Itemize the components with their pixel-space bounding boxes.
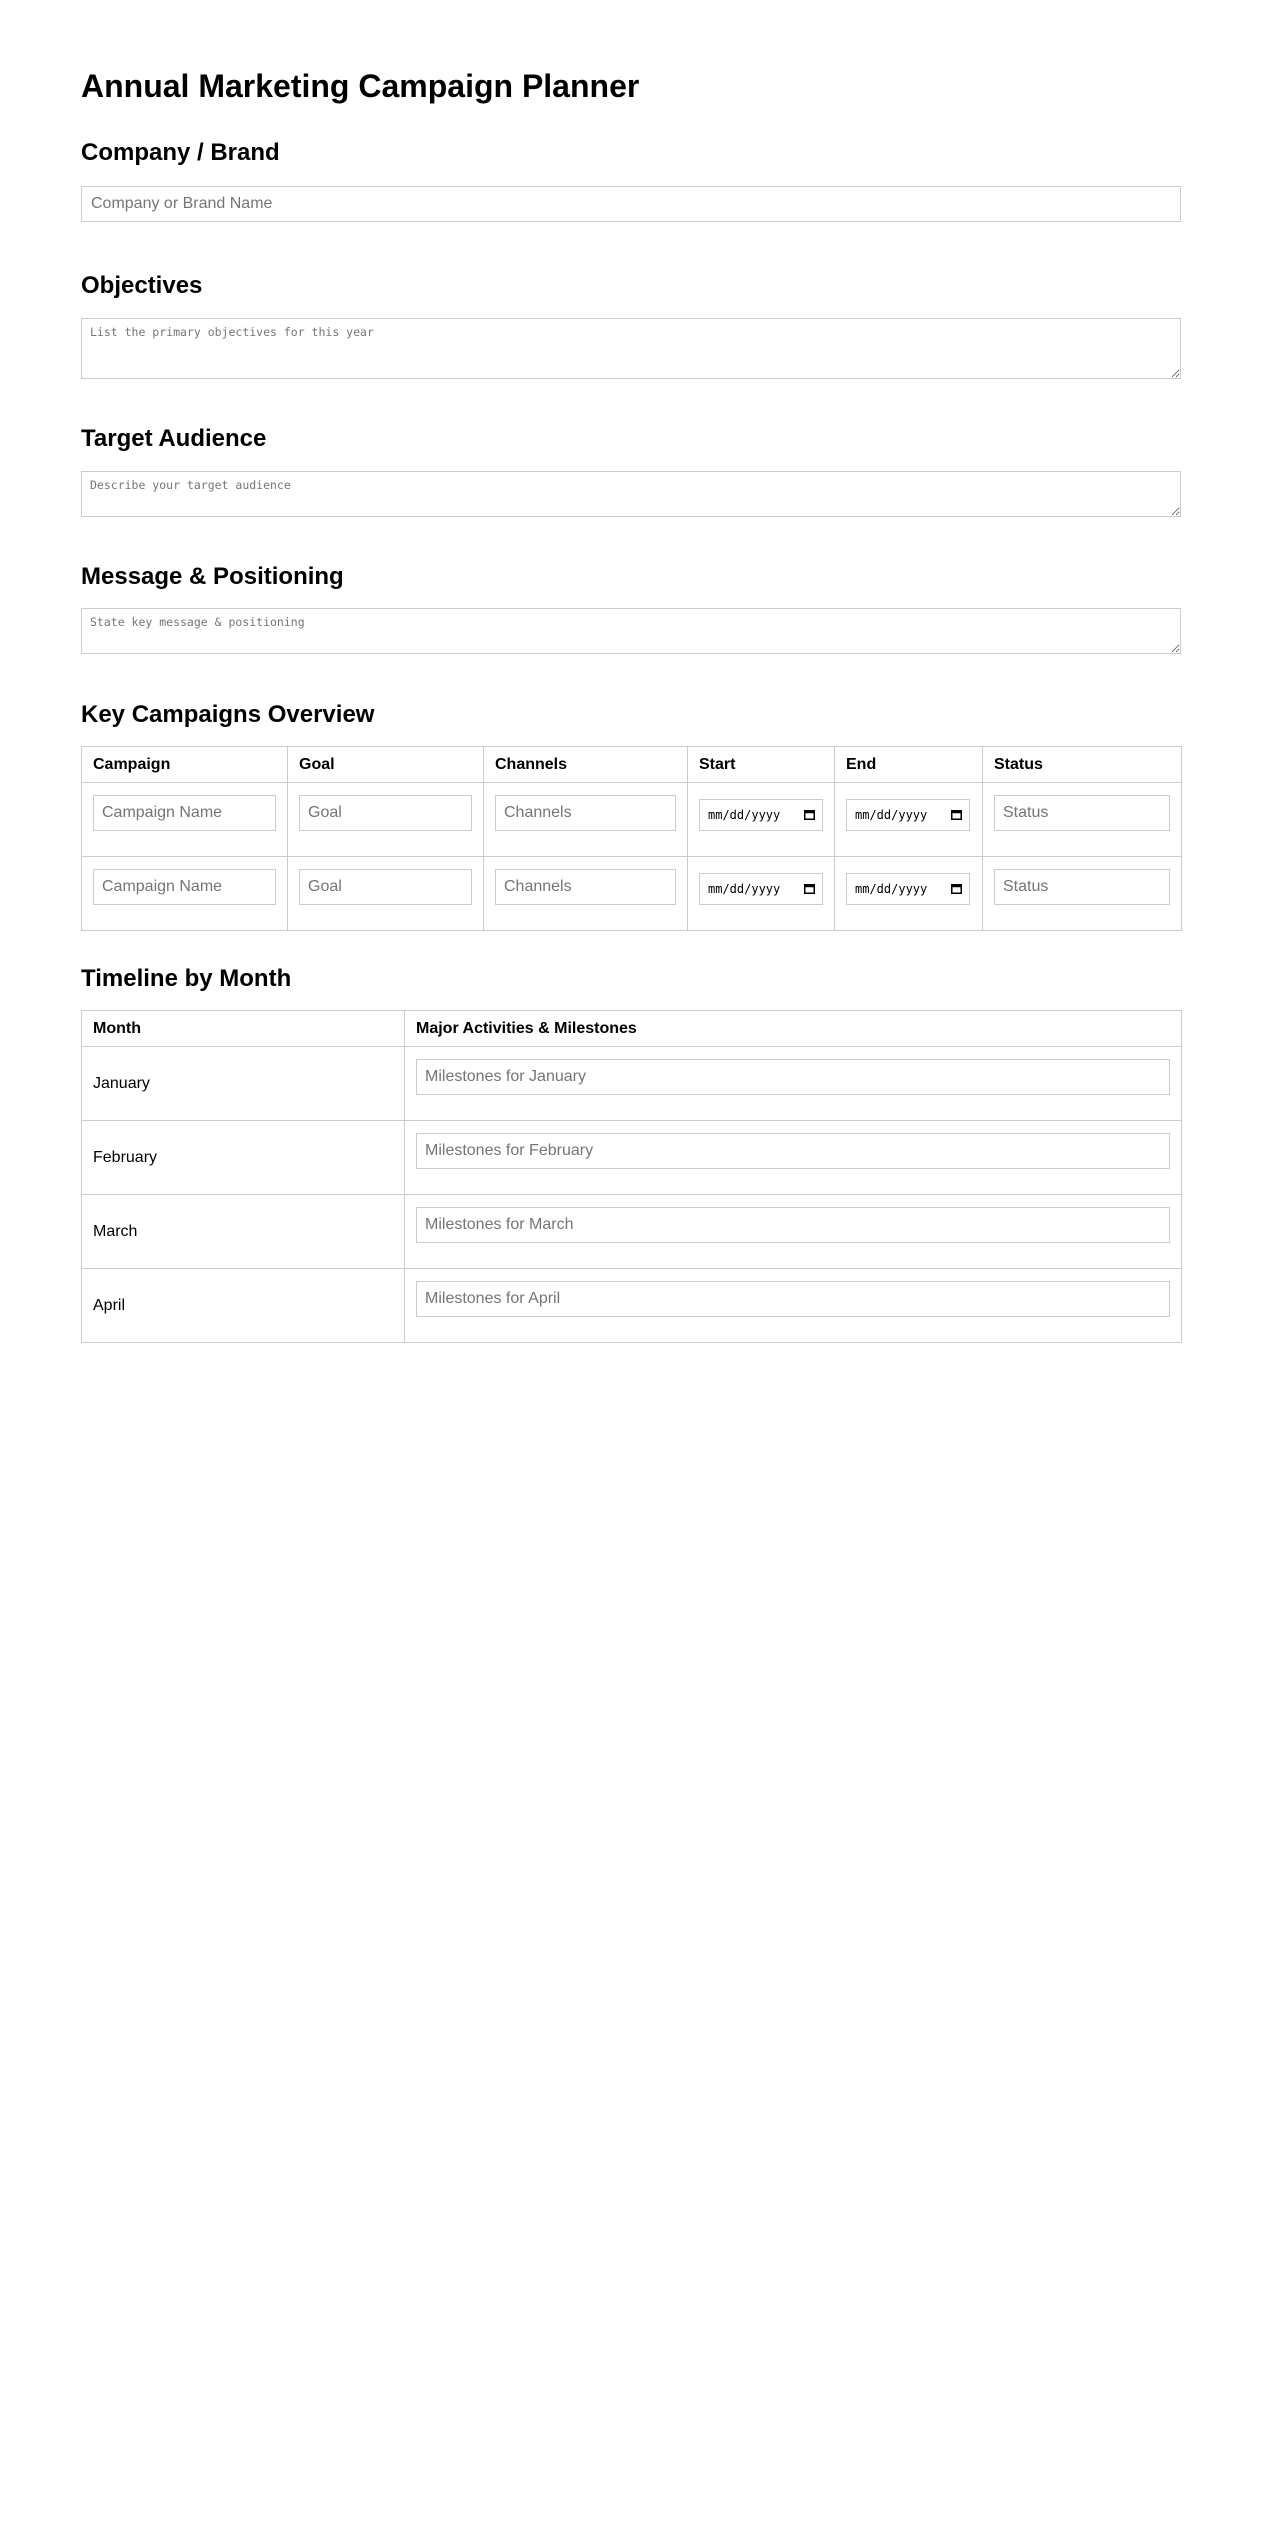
start-cell: [688, 857, 835, 931]
milestones-input-march[interactable]: [416, 1207, 1170, 1243]
audience-heading: Target Audience: [81, 425, 267, 452]
column-header-month: Month: [82, 1011, 405, 1047]
goal-input[interactable]: [299, 869, 472, 905]
start-date-input[interactable]: [699, 799, 823, 831]
campaigns-table: [81, 746, 1182, 931]
timeline-row-february: [82, 1121, 1182, 1195]
column-header-start: Start: [688, 747, 835, 783]
date-placeholder: mm/dd/yyyy: [855, 807, 928, 822]
calendar-icon[interactable]: [951, 883, 962, 894]
timeline-table: [81, 1010, 1182, 1343]
channels-cell: [484, 857, 688, 931]
objectives-textarea[interactable]: [81, 318, 1181, 379]
timeline-heading: Timeline by Month: [81, 965, 292, 992]
date-placeholder: mm/dd/yyyy: [708, 807, 781, 822]
campaigns-header-row: [82, 747, 1182, 783]
message-textarea[interactable]: [81, 608, 1181, 654]
month-label: January: [82, 1047, 405, 1121]
page-title: Annual Marketing Campaign Planner: [81, 68, 640, 104]
end-date-input[interactable]: [846, 799, 970, 831]
timeline-header-row: [82, 1011, 1182, 1047]
date-placeholder: mm/dd/yyyy: [708, 881, 781, 896]
milestones-input-april[interactable]: [416, 1281, 1170, 1317]
status-cell: [983, 857, 1182, 931]
month-label: February: [82, 1121, 405, 1195]
column-header-goal: Goal: [288, 747, 484, 783]
timeline-row-january: [82, 1047, 1182, 1121]
status-input[interactable]: [994, 795, 1170, 831]
campaign-cell: [82, 783, 288, 857]
milestones-input-january[interactable]: [416, 1059, 1170, 1095]
campaigns-heading: Key Campaigns Overview: [81, 701, 375, 728]
goal-cell: [288, 783, 484, 857]
column-header-status: Status: [983, 747, 1182, 783]
milestones-cell: [405, 1269, 1182, 1343]
date-placeholder: mm/dd/yyyy: [855, 881, 928, 896]
channels-cell: [484, 783, 688, 857]
timeline-row-april: [82, 1269, 1182, 1343]
campaign-name-input[interactable]: [93, 869, 276, 905]
objectives-heading: Objectives: [81, 272, 203, 299]
month-label: March: [82, 1195, 405, 1269]
audience-textarea[interactable]: [81, 471, 1181, 517]
column-header-campaign: Campaign: [82, 747, 288, 783]
milestones-cell: [405, 1047, 1182, 1121]
company-heading: Company / Brand: [81, 139, 280, 166]
campaign-cell: [82, 857, 288, 931]
channels-input[interactable]: [495, 795, 676, 831]
milestones-cell: [405, 1195, 1182, 1269]
start-date-input[interactable]: [699, 873, 823, 905]
end-cell: [835, 857, 983, 931]
channels-input[interactable]: [495, 869, 676, 905]
column-header-end: End: [835, 747, 983, 783]
milestones-cell: [405, 1121, 1182, 1195]
start-cell: [688, 783, 835, 857]
campaign-row: [82, 783, 1182, 857]
month-label: April: [82, 1269, 405, 1343]
column-header-channels: Channels: [484, 747, 688, 783]
timeline-row-march: [82, 1195, 1182, 1269]
end-cell: [835, 783, 983, 857]
message-heading: Message & Positioning: [81, 563, 344, 590]
goal-input[interactable]: [299, 795, 472, 831]
goal-cell: [288, 857, 484, 931]
company-input[interactable]: [81, 186, 1181, 222]
status-input[interactable]: [994, 869, 1170, 905]
end-date-input[interactable]: [846, 873, 970, 905]
calendar-icon[interactable]: [951, 809, 962, 820]
calendar-icon[interactable]: [804, 809, 815, 820]
status-cell: [983, 783, 1182, 857]
column-header-milestones: Major Activities & Milestones: [405, 1011, 1182, 1047]
campaign-row: [82, 857, 1182, 931]
calendar-icon[interactable]: [804, 883, 815, 894]
campaign-name-input[interactable]: [93, 795, 276, 831]
milestones-input-february[interactable]: [416, 1133, 1170, 1169]
